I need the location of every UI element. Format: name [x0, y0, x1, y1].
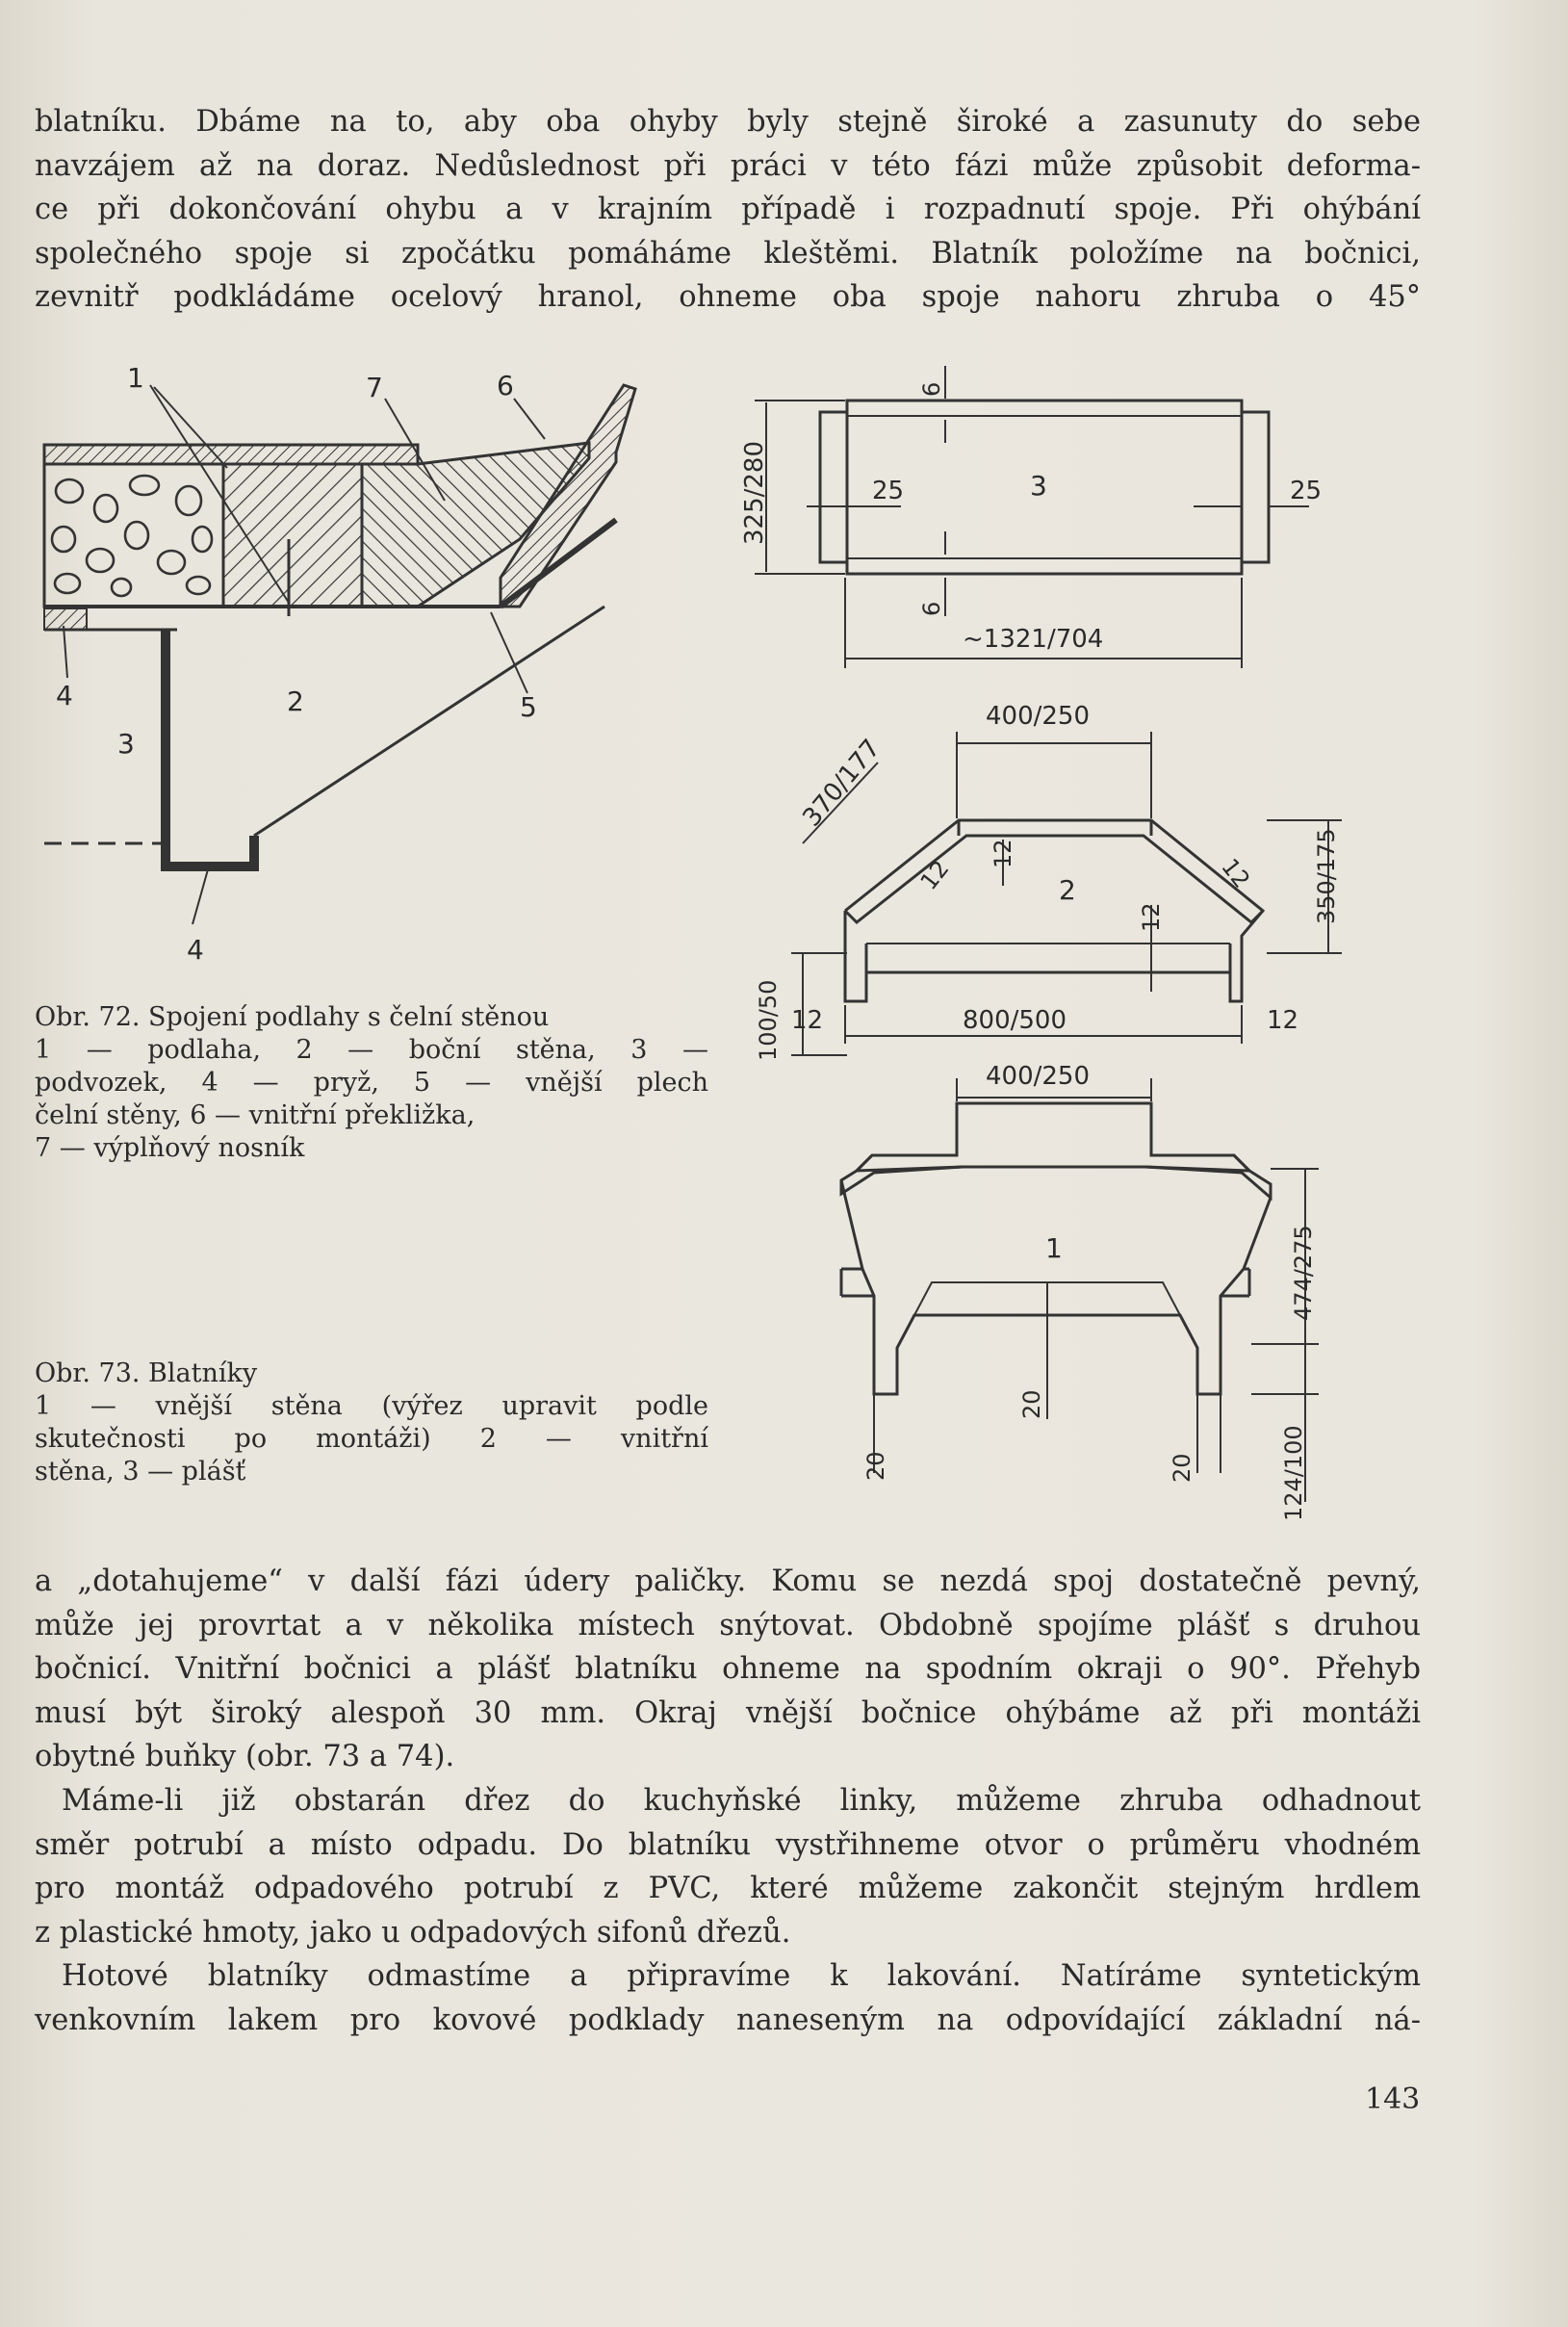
dim-inner-wall-slant: 370/177	[797, 734, 887, 833]
text-line: a „dotahujeme“ v další fázi údery paličky. Komu se nezdá spoj dostatečně pevný,	[35, 1564, 1421, 1598]
dim-fold-b: 12	[914, 855, 955, 895]
dim-flange-left: 12	[791, 1006, 824, 1035]
text-line: pro montáž odpadového potrubí z PVC, které můžeme zakončit stejným hrdlem	[35, 1872, 1421, 1906]
paragraph-4	[35, 1954, 1421, 2042]
text-line: venkovním lakem pro kovové podklady naneseným na odpovídající základní ná-	[35, 2003, 1421, 2037]
label-plywood: 6	[497, 370, 514, 401]
text-line: musí být široký alespoň 30 mm. Okraj vnější bočnice ohýbáme až při montáži	[35, 1695, 1421, 1730]
label-rubber-top: 4	[56, 680, 73, 711]
dim-mantle-tab-left: 25	[872, 477, 905, 505]
text-line: z plastické hmoty, jako u odpadových sifonů dřezů.	[35, 1915, 791, 1950]
text-line: směr potrubí a místo odpadu. Do blatníku vystřihneme otvor o průměru vhodném	[35, 1827, 1421, 1862]
paragraph-3	[35, 1779, 1421, 1954]
text-line: může jej provrtat a v několika místech snýtovat. Obdobně spojíme plášť s druhou	[35, 1608, 1421, 1642]
dim-mantle-tab-right: 25	[1290, 477, 1323, 505]
label-rubber-bottom: 4	[187, 934, 204, 966]
dim-outer-wall-b: 20	[1018, 1389, 1045, 1419]
figure-73-caption	[35, 1357, 708, 1488]
dim-mantle-top: 6	[918, 381, 945, 397]
caption-line: skutečnosti po montáži) 2 — vnitřní	[35, 1424, 708, 1454]
mantle-part-number: 3	[1030, 470, 1047, 502]
caption-line: Obr. 72. Spojení podlahy s čelní stěnou	[35, 1002, 550, 1032]
dim-flange-right: 12	[1267, 1006, 1299, 1035]
dim-fold-c: 12	[1216, 853, 1256, 893]
label-side-wall: 2	[287, 685, 304, 717]
label-floor: 1	[127, 362, 144, 394]
inner-wall-part-number: 2	[1059, 874, 1076, 906]
dim-outer-wall-bottom: 124/100	[1280, 1425, 1307, 1521]
text-line: zevnitř podkládáme ocelový hranol, ohneme oba spoje nahoru zhruba o 45°	[35, 280, 1421, 315]
caption-line: Obr. 73. Blatníky	[35, 1358, 258, 1388]
caption-line: 1 — podlaha, 2 — boční stěna, 3 —	[35, 1035, 708, 1065]
dim-inner-wall-top: 400/250	[986, 702, 1091, 731]
text-line: Máme-li již obstarán dřez do kuchyňské linky, můžeme zhruba odhadnout	[62, 1784, 1421, 1818]
caption-line: podvozek, 4 — pryž, 5 — vnější plech	[35, 1068, 708, 1098]
caption-line: 7 — výplňový nosník	[35, 1133, 305, 1163]
label-chassis: 3	[117, 728, 135, 760]
label-outer-sheet: 5	[520, 691, 537, 723]
paragraph-2	[35, 1560, 1421, 1779]
caption-line: čelní stěny, 6 — vnitřní překližka,	[35, 1100, 476, 1130]
dim-inner-wall-bottom: 800/500	[963, 1006, 1067, 1035]
dim-mantle-height: 325/280	[740, 440, 769, 545]
dim-mantle-length: ~1321/704	[963, 625, 1104, 654]
text-line: obytné buňky (obr. 73 a 74).	[35, 1740, 455, 1774]
caption-line: 1 — vnější stěna (výřez upravit podle	[35, 1391, 708, 1421]
text-line: blatníku. Dbáme na to, aby oba ohyby byly stejně široké a zasunuty do sebe	[35, 105, 1421, 139]
label-filler-beam: 7	[366, 372, 383, 403]
dim-outer-wall-top: 400/250	[986, 1062, 1091, 1091]
text-line: Hotové blatníky odmastíme a připravíme k lakování. Natíráme syntetickým	[62, 1959, 1421, 1993]
outer-wall-part-number: 1	[1045, 1232, 1063, 1264]
caption-line: stěna, 3 — plášť	[35, 1457, 246, 1487]
page-number: 143	[1365, 2082, 1421, 2116]
dim-outer-wall-c: 20	[1169, 1453, 1195, 1483]
dim-inner-wall-height: 350/175	[1313, 828, 1340, 924]
dim-fold-d: 12	[1138, 902, 1165, 932]
dim-outer-wall-a: 20	[862, 1451, 889, 1481]
text-line: ce při dokončování ohybu a v krajním případě i rozpadnutí spoje. Při ohýbání	[35, 193, 1421, 227]
text-line: navzájem až na doraz. Nedůslednost při práci v této fázi může způsobit deforma-	[35, 148, 1421, 183]
text-line: bočnicí. Vnitřní bočnici a plášť blatníku ohneme na spodním okraji o 90°. Přehyb	[35, 1652, 1421, 1687]
dim-mantle-bottom: 6	[918, 601, 945, 616]
dim-fold-a: 12	[990, 839, 1016, 868]
dim-inner-wall-left: 100/50	[755, 979, 782, 1061]
text-line: společného spoje si zpočátku pomáháme kleštěmi. Blatník položíme na bočnici,	[35, 236, 1421, 271]
dim-outer-wall-height: 474/275	[1290, 1225, 1317, 1321]
